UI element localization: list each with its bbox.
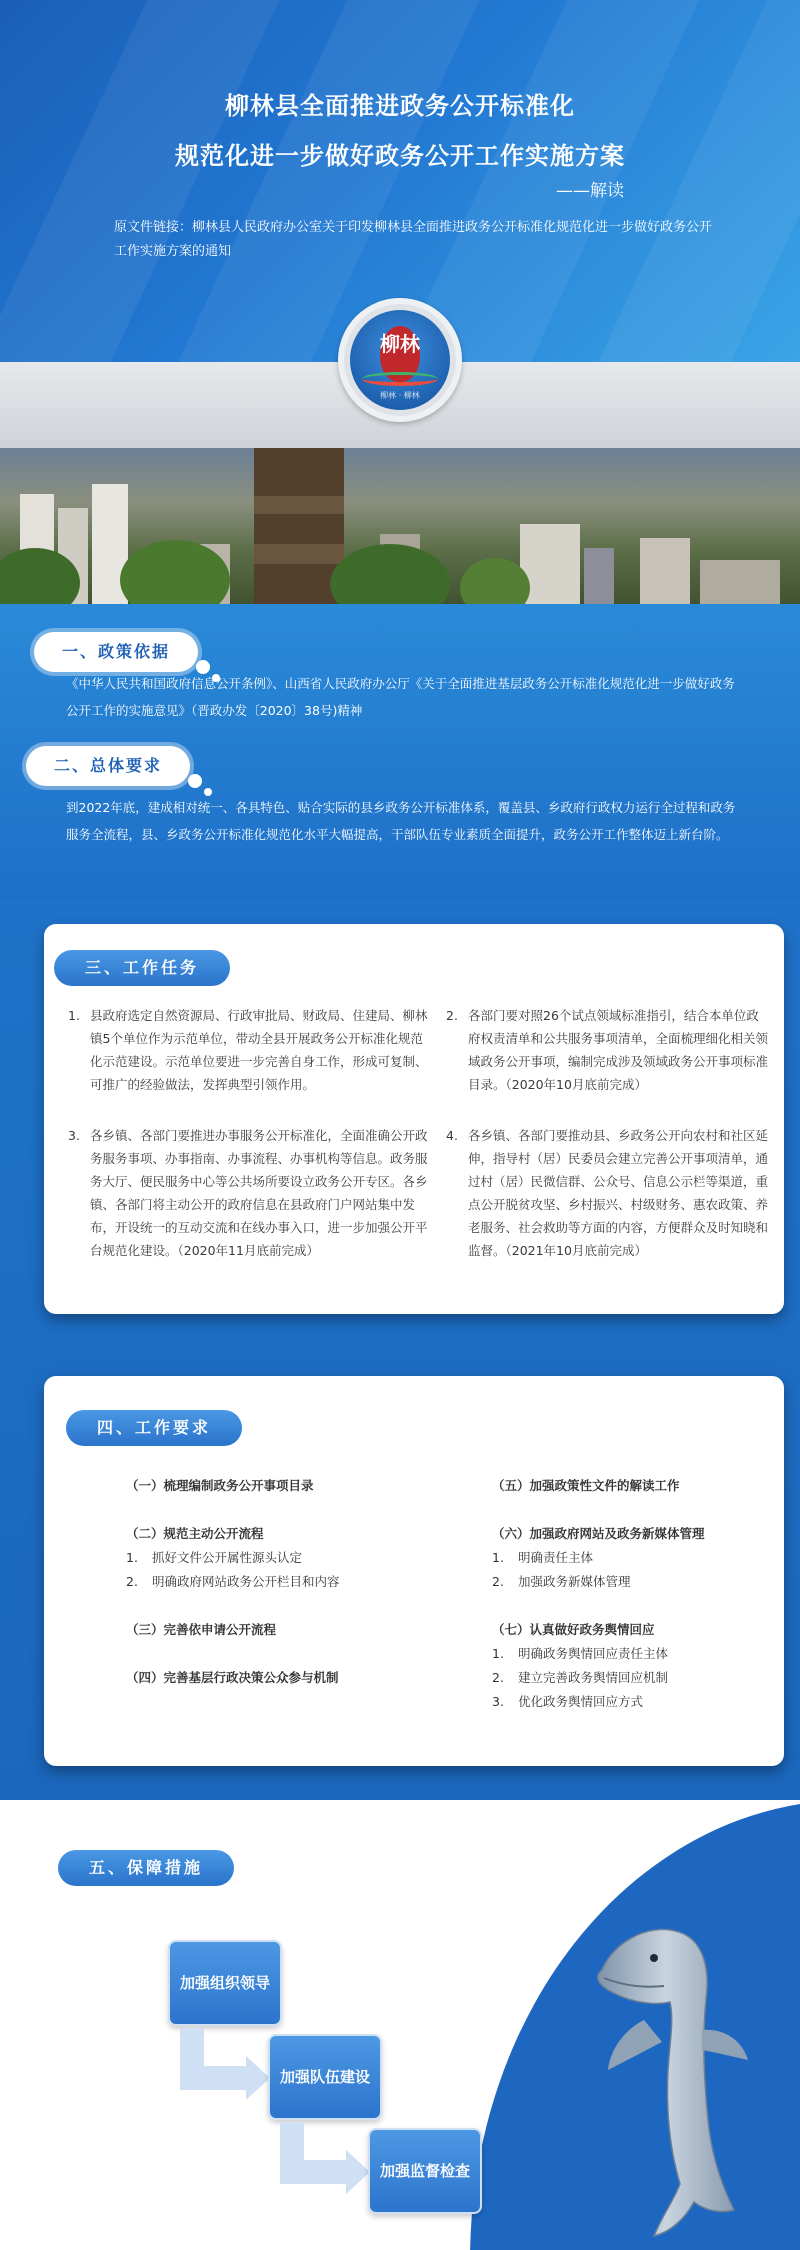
- task-item: 3. 各乡镇、各部门要推进办事服务公开标准化，全面准确公开政务服务事项、办事指南、办事流程、办事机构等信息。政务服务大厅、便民服务中心等公共场所要设立政务公开专区。各乡镇、各部门将主动公开的政府信息在县政府门户网站集中发布，开设统一的互动交流和在线办事入口，进一步加强公开平台规范化建设。（2020年11月底前完成）: [68, 1128, 428, 1258]
- requirements-left-column: （一）梳理编制政务公开事项目录 （二）规范主动公开流程 1. 抓好文件公开属性源头认定 2. 明确政府网站政务公开栏目和内容 （三）完善依申请公开流程 （四）完善基层行政决策公众参与机制: [126, 1474, 446, 1690]
- requirement-title: （三）完善依申请公开流程: [126, 1622, 277, 1637]
- requirement-title: （一）梳理编制政务公开事项目录: [126, 1478, 314, 1493]
- general-requirements-heading: 二、总体要求: [26, 746, 190, 786]
- requirement-sub: 建立完善政务舆情回应机制: [518, 1670, 669, 1685]
- page-title-line2: 规范化进一步做好政务公开工作实施方案: [175, 142, 625, 170]
- policy-section: [0, 604, 800, 900]
- seal-icon: 柳林: [380, 326, 420, 382]
- county-emblem-icon: [338, 298, 462, 422]
- requirement-title: （二）规范主动公开流程: [126, 1526, 264, 1541]
- requirement-sub: 明确政府网站政务公开栏目和内容: [152, 1574, 340, 1589]
- step-box: 加强组织领导: [168, 1940, 282, 2026]
- requirement-sub: 抓好文件公开属性源头认定: [152, 1550, 303, 1565]
- policy-basis-heading: 一、政策依据: [34, 632, 198, 672]
- requirement-title: （四）完善基层行政决策公众参与机制: [126, 1670, 339, 1685]
- step-box: 加强监督检查: [368, 2128, 482, 2214]
- requirement-sub: 加强政务新媒体管理: [518, 1574, 631, 1589]
- requirement-sub: 明确责任主体: [518, 1550, 594, 1565]
- work-tasks-card: [44, 924, 784, 1314]
- source-link-text[interactable]: 原文件链接：柳林县人民政府办公室关于印发柳林县全面推进政务公开标准化规范化进一步做好政务公开工作实施方案的通知: [114, 220, 713, 259]
- work-tasks-heading: 三、工作任务: [54, 950, 230, 986]
- requirement-sub: 明确政务舆情回应责任主体: [518, 1646, 669, 1661]
- city-photo: [0, 448, 800, 604]
- task-item: 1. 县政府选定自然资源局、行政审批局、财政局、住建局、柳林镇5个单位作为示范单位，带动全县开展政务公开标准化规范化示范建设。示范单位要进一步完善自身工作，形成可复制、可推广的经验做法，发挥典型引领作用。: [68, 1008, 428, 1092]
- policy-basis-text: 《中华人民共和国政府信息公开条例》、山西省人民政府办公厅《关于全面推进基层政务公开标准化规范化进一步做好政务公开工作的实施意见》（晋政办发〔2020〕38号)精神: [66, 676, 735, 718]
- dolphin-icon: [584, 1910, 754, 2240]
- work-requirements-heading: 四、工作要求: [66, 1410, 242, 1446]
- requirement-title: （六）加强政府网站及政务新媒体管理: [492, 1526, 705, 1541]
- guarantee-heading: 五、保障措施: [58, 1850, 234, 1886]
- task-item: 4. 各乡镇、各部门要推动县、乡政务公开向农村和社区延伸，指导村（居）民委员会建立完善公开事项清单，通过村（居）民微信群、公众号、信息公示栏等渠道，重点公开脱贫攻坚、乡村振兴、村级财务、惠农政策、养老服务、社会救助等方面的内容，方便群众及时知晓和监督。（2021年10月底前完成）: [446, 1128, 769, 1258]
- page-title-suffix: ——解读: [556, 181, 624, 201]
- requirements-right-column: （五）加强政策性文件的解读工作 （六）加强政府网站及政务新媒体管理 1. 明确责任主体 2. 加强政务新媒体管理 （七）认真做好政务舆情回应 1. 明确政务舆情回应责任主体 2. 建立完善政务舆情回应机制 3. 优化政务舆情回应方式: [492, 1474, 772, 1714]
- work-requirements-card: [44, 1376, 784, 1766]
- requirement-title: （七）认真做好政务舆情回应: [492, 1622, 655, 1637]
- requirement-title: （五）加强政策性文件的解读工作: [492, 1478, 680, 1493]
- task-item: 2. 各部门要对照26个试点领域标准指引，结合本单位政府权责清单和公共服务事项清单，全面梳理细化相关领域政务公开事项，编制完成涉及领域政务公开事项标准目录。（2020年10月底前完成）: [446, 1008, 769, 1092]
- page-title-line1: 柳林县全面推进政务公开标准化: [225, 92, 575, 120]
- general-requirements-text: 到2022年底，建成相对统一、各具特色、贴合实际的县乡政务公开标准体系，覆盖县、乡政府行政权力运行全过程和政务服务全流程，县、乡政务公开标准化规范化水平大幅提高，干部队伍专业素质全面提升，政务公开工作整体迈上新台阶。: [66, 800, 736, 842]
- emblem-caption: 柳林 · 柳林: [380, 391, 420, 400]
- requirement-sub: 优化政务舆情回应方式: [518, 1694, 644, 1709]
- step-box: 加强队伍建设: [268, 2034, 382, 2120]
